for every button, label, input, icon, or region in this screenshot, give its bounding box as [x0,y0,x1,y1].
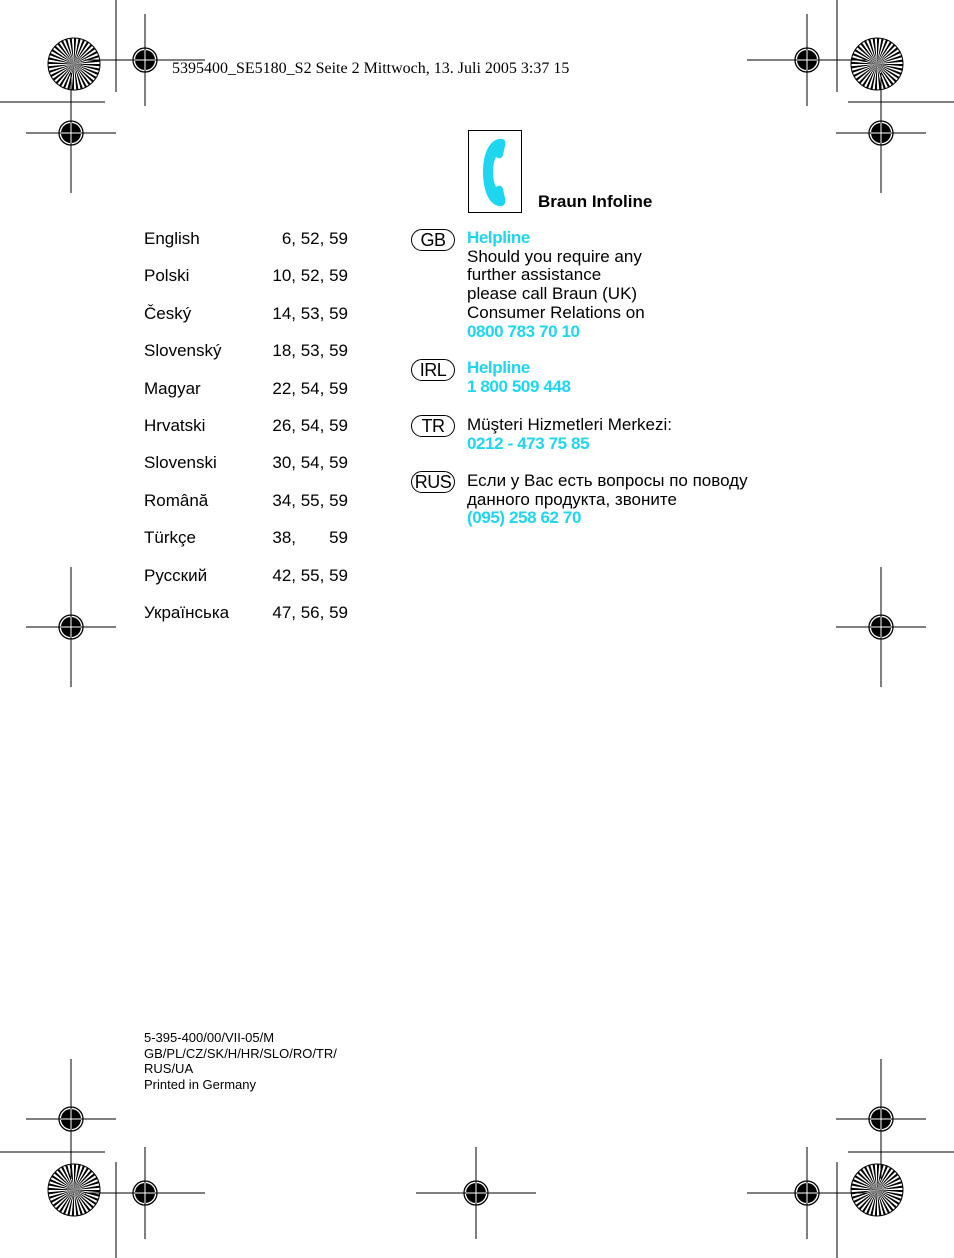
index-pages: 10, 52, 59 [272,266,348,286]
infoline-title: Braun Infoline [538,192,653,211]
registration-target-icon [747,1147,867,1239]
helpline-text-line: Consumer Relations on [467,302,645,322]
index-language: Polski [144,266,190,286]
index-row-magyar [144,379,348,416]
index-row-slovenski [144,453,348,490]
index-language: Český [144,303,192,323]
index-language: Українська [144,602,230,622]
index-row-ukrainska [144,603,348,640]
index-language: Română [144,490,209,510]
index-language: Slovenský [144,341,222,361]
country-badge-gb: GB [411,229,455,251]
helpline-phone-number: 0800 783 70 10 [467,321,580,341]
index-row-romana [144,491,348,528]
helpline-phone-number: (095) 258 62 70 [467,508,582,528]
helpline-text-line: Если у Вас есть вопросы по поводу [467,471,748,490]
registration-target-icon [747,14,867,106]
registration-target-icon [26,73,116,193]
index-row-english [144,229,348,266]
helpline-tr [467,416,672,453]
infoline-icon-box [468,130,522,213]
print-slug-line: 5395400_SE5180_S2 Seite 2 Mittwoch, 13. Juli 2005 3:37 15 [172,60,570,77]
index-language: Hrvatski [144,415,206,435]
helpline-phone-number: 0212 - 473 75 85 [467,433,590,453]
imprint [144,1030,337,1092]
imprint-line: GB/PL/CZ/SK/H/HR/SLO/RO/TR/ [144,1045,337,1061]
index-row-slovensky [144,341,348,378]
registration-target-icon [836,567,926,687]
telephone-handset-icon [469,131,523,214]
index-pages: 14, 53, 59 [272,303,348,323]
star-target-icon [48,1164,100,1216]
star-target-icon [48,38,100,90]
index-row-russkiy [144,566,348,603]
country-badge-tr: TR [411,415,455,437]
helpline-rus [467,472,748,528]
language-index [144,229,348,640]
index-pages: 6, 52, 59 [281,229,348,248]
index-language: Slovenski [144,453,217,473]
helpline-irl [467,359,571,396]
helpline-text-line: Should you require any [467,246,642,266]
helpline-text-line: Müşteri Hizmetleri Merkezi: [467,415,672,434]
country-badge-rus: RUS [411,471,455,493]
helpline-phone-number: 1 800 509 448 [467,376,571,396]
index-pages: 47, 56, 59 [272,602,348,622]
index-row-turkce [144,528,348,565]
star-target-icon [851,38,903,90]
registration-target-icon [26,1059,116,1179]
index-pages: 42, 55, 59 [272,565,348,585]
index-pages: 34, 55, 59 [272,490,348,510]
helpline-heading: Helpline [467,358,530,377]
registration-target-icon [836,73,926,193]
index-row-polski [144,266,348,303]
registration-target-icon [26,567,116,687]
index-language: Русский [144,565,208,585]
index-language: Magyar [144,378,201,398]
imprint-line: RUS/UA [144,1061,194,1076]
imprint-line: 5-395-400/00/VII-05/M [144,1030,275,1045]
imprint-line: Printed in Germany [144,1076,256,1092]
index-pages: 22, 54, 59 [272,378,348,398]
index-row-cesky [144,304,348,341]
index-pages: 18, 53, 59 [272,341,348,361]
index-pages: 38, 59 [272,528,348,548]
helpline-heading: Helpline [467,228,530,247]
country-badge-irl: IRL [411,359,455,381]
helpline-gb [467,229,645,341]
registration-target-icon [85,1147,205,1239]
helpline-text-line: данного продукта, звоните [467,489,677,509]
index-row-hrvatski [144,416,348,453]
registration-target-icon [416,1147,536,1239]
registration-target-icon [836,1059,926,1179]
star-target-icon [851,1164,903,1216]
index-pages: 26, 54, 59 [272,415,348,435]
index-pages: 30, 54, 59 [272,453,348,473]
helpline-text-line: please call Braun (UK) [467,284,638,304]
index-language: English [144,229,200,248]
index-language: Türkçe [144,528,196,548]
helpline-text-line: further assistance [467,265,602,285]
